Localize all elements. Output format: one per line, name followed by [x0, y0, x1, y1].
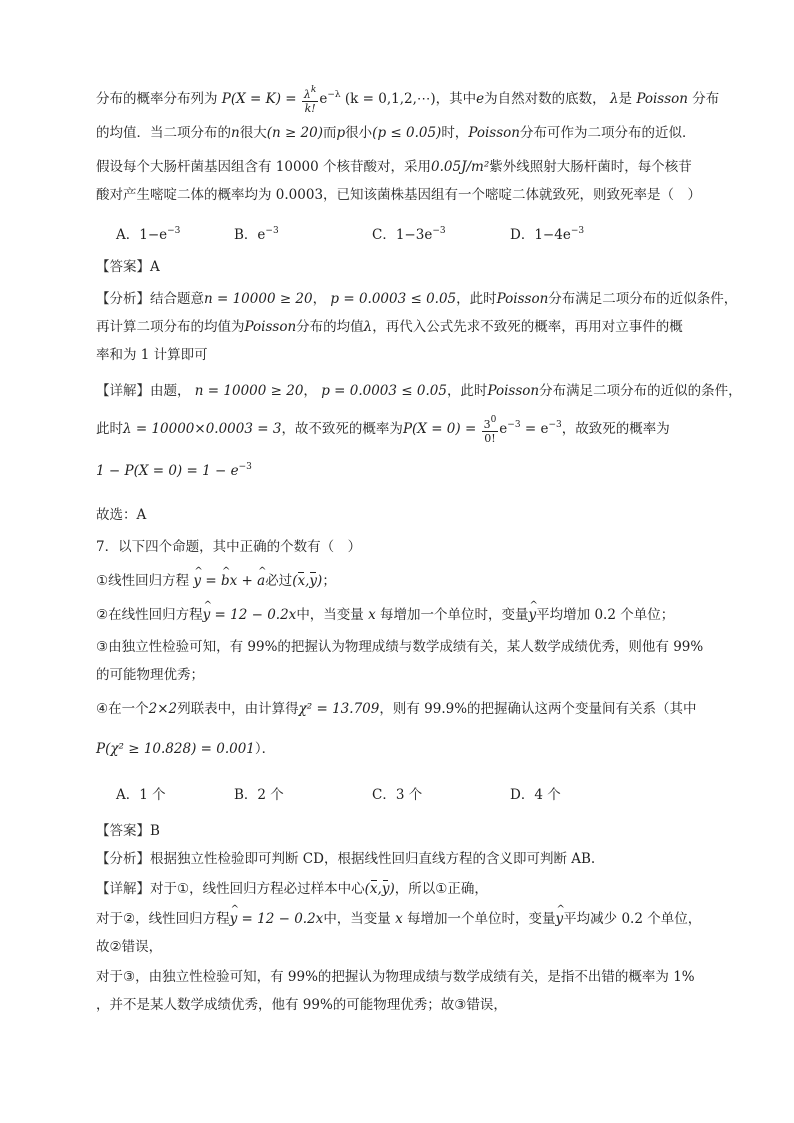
- formula: = e: [520, 421, 549, 437]
- formula: = 12 − 0.2x: [237, 911, 324, 927]
- q6-answer: [96, 256, 160, 278]
- option-c: C．3 个: [372, 787, 423, 803]
- text: 分布的均值: [296, 319, 364, 335]
- text: 中，当变量: [323, 911, 391, 927]
- answer-tag: 【答案】: [96, 823, 150, 839]
- poisson-word: Poisson: [244, 319, 297, 335]
- q6-selection: 故选：A: [96, 507, 147, 523]
- text: 正确，: [447, 881, 488, 897]
- condition: (p ≤ 0.05): [372, 125, 442, 141]
- answer-value: A: [150, 259, 160, 275]
- formula: n = 10000 ≥ 20: [204, 291, 313, 307]
- poisson-word: Poisson: [468, 125, 520, 141]
- formula: P(X = 0) =: [402, 421, 477, 437]
- text: 分布可作为二项分布的近似．: [519, 125, 696, 141]
- text: ）．: [254, 741, 276, 757]
- text: 对于: [96, 969, 123, 985]
- x-bar: x: [297, 570, 305, 592]
- var-p: p: [336, 125, 346, 141]
- y-bar: y: [382, 878, 390, 900]
- analysis-tag: 【分析】: [96, 851, 150, 867]
- text: 平均增加 0.2 个单位；: [536, 607, 675, 623]
- text: ，: [312, 291, 327, 307]
- q6-analysis-line-3: 率和为 1 计算即可: [96, 347, 208, 363]
- poisson-word: Poisson: [636, 91, 688, 107]
- q7-proposition-3-line-2: 的可能物理优秀；: [96, 667, 204, 683]
- formula: =: [201, 573, 221, 589]
- x-bar: x: [370, 878, 378, 900]
- circled-number: ②: [109, 939, 122, 955]
- formula: n = 10000 ≥ 20: [194, 383, 304, 399]
- frac-num: λ: [303, 88, 311, 101]
- text: 为自然对数的底数，: [484, 91, 606, 107]
- text: 时，: [441, 125, 469, 141]
- q7-title: 7．以下四个命题，其中正确的个数有（ ）: [96, 539, 362, 555]
- frac-num: 3: [483, 418, 491, 431]
- text: 线性回归方程: [108, 573, 190, 589]
- text: 分布的概率分布列为: [96, 91, 218, 107]
- y-hat: ^ y: [529, 604, 537, 626]
- q6-analysis-line-2: [96, 316, 683, 338]
- dose: 0.05J/m²: [431, 159, 490, 175]
- text: 是: [618, 91, 633, 107]
- text: 中，当变量: [296, 607, 364, 623]
- text: ，并不是某人数学成绩优秀，他有 99%的可能物理优秀；故: [96, 997, 455, 1013]
- q7-detail-line-2: [96, 908, 701, 930]
- frac-num-sup: 0: [490, 415, 497, 425]
- b-hat: ^ b: [221, 570, 230, 592]
- q7-proposition-1: [96, 570, 336, 592]
- text: 再计算二项分布的均值为: [96, 319, 245, 335]
- exponent: −3: [507, 420, 521, 430]
- text: 错误，: [121, 939, 163, 955]
- option-d-text: D．1−4e: [510, 227, 571, 243]
- option-b: [234, 220, 279, 246]
- q7-detail-line-3: [96, 936, 162, 958]
- poisson-definition-line: [96, 84, 719, 115]
- text: 错误，: [466, 997, 507, 1013]
- formula: x +: [229, 573, 258, 589]
- formula: λ = 10000×0.0003 = 3: [123, 421, 282, 437]
- exponent: −3: [265, 226, 279, 236]
- answer-tag: 【答案】: [96, 259, 150, 275]
- text: ；: [322, 573, 336, 589]
- option-d: [510, 220, 584, 246]
- option-b-text: B．e: [234, 227, 266, 243]
- comma: ,: [377, 881, 382, 897]
- text: 的均值．当二项分布的: [96, 125, 231, 141]
- exponent: −3: [432, 226, 446, 236]
- text: ，故致死的概率为: [561, 421, 670, 437]
- option-a: A．1 个: [116, 787, 166, 803]
- text: 由独立性检验可知，有 99%的把握认为物理成绩与数学成绩有关，某人数学成绩优秀，则他有 99%: [108, 639, 704, 655]
- q7-detail-line-4: [96, 966, 695, 988]
- fraction: [482, 414, 499, 445]
- y-hat: ^ y: [556, 908, 564, 930]
- poisson-word: Poisson: [496, 291, 549, 307]
- circled-number: ③: [454, 997, 467, 1013]
- text: 此时: [96, 421, 123, 437]
- text: 分布满足二项分布的近似的条件，: [539, 383, 742, 399]
- text: ，: [303, 383, 317, 399]
- option-b: B．2 个: [234, 787, 284, 803]
- q7-detail-line-5: [96, 994, 507, 1016]
- text: 必过: [265, 573, 293, 589]
- q7-answer: [96, 820, 160, 842]
- q7-proposition-4-line-2: [96, 738, 275, 760]
- circled-number: ②: [96, 607, 109, 623]
- a-hat: ^ a: [257, 570, 265, 592]
- formula: P(χ² ≥ 10.828) = 0.001: [96, 741, 255, 757]
- question-line-2: 酸对产生嘧啶二体的概率均为 0.0003，已知该菌株基因组有一个嘧啶二体就致死，则致死率是（ ）: [96, 187, 702, 203]
- paren: ): [317, 573, 323, 589]
- y-bar: y: [309, 570, 317, 592]
- circled-number: ②: [123, 911, 136, 927]
- option-a: [116, 220, 180, 246]
- text: ，由独立性检验可知，有 99%的把握认为物理成绩与数学成绩有关，是指不出错的概率为 1%: [135, 969, 695, 985]
- q6-detail-line-2: [96, 414, 670, 445]
- answer-value: B: [150, 823, 160, 839]
- text: 而: [323, 125, 337, 141]
- question-line-1: [96, 156, 692, 178]
- text: ，此时: [446, 383, 488, 399]
- text: ，再代入公式先求不致死的概率，再用对立事件的概: [372, 319, 683, 335]
- exponent: −3: [548, 420, 562, 430]
- y-hat: ^ y: [193, 570, 201, 592]
- text: ，故不致死的概率为: [281, 421, 403, 437]
- approx-condition-line: [96, 122, 695, 144]
- text: 故: [96, 939, 110, 955]
- exponent: −3: [238, 462, 252, 472]
- text: 紫外线照射大肠杆菌时，每个核苷: [489, 159, 692, 175]
- paren: (: [364, 881, 370, 897]
- circled-number: ③: [123, 969, 136, 985]
- q7-proposition-3-line-1: [96, 636, 703, 658]
- q6-detail-line-1: [96, 380, 742, 402]
- text: ，其中: [435, 91, 477, 107]
- paren: (: [292, 573, 298, 589]
- frac-den: k!: [304, 102, 316, 115]
- var-x: x: [368, 607, 376, 623]
- formula: 1 − P(X = 0) = 1 − e: [96, 463, 239, 479]
- text: 平均减少 0.2 个单位，: [563, 911, 702, 927]
- q7-detail-line-1: [96, 878, 488, 900]
- text: 很大: [239, 125, 267, 141]
- text: 列联表中，由计算得: [177, 701, 299, 717]
- text: 由题，: [150, 383, 191, 399]
- formula: 2×2: [148, 701, 178, 717]
- lambda-symbol: λ: [609, 91, 619, 107]
- analysis-tag: 【分析】: [96, 291, 150, 307]
- option-c: [372, 220, 446, 246]
- exponent: −3: [570, 226, 585, 236]
- lambda-symbol: λ: [363, 319, 373, 335]
- fraction: [302, 84, 318, 115]
- e-symbol: e: [499, 421, 508, 437]
- text: ，线性回归方程必过样本中心: [189, 881, 365, 897]
- circled-number: ①: [177, 881, 190, 897]
- exponent: −λ: [327, 90, 341, 100]
- q7-analysis: [96, 848, 595, 870]
- text: 结合题意: [150, 291, 204, 307]
- q7-proposition-2: [96, 604, 674, 626]
- circled-number: ③: [96, 639, 109, 655]
- text: 对于: [96, 911, 123, 927]
- text: 分布满足二项分布的近似条件，: [548, 291, 738, 307]
- option-c-text: C．1−3e: [372, 227, 433, 243]
- text: ，所以: [394, 881, 436, 897]
- text: 每增加一个单位时，变量: [380, 607, 529, 623]
- circled-number: ④: [96, 701, 109, 717]
- text: 假设每个大肠杆菌基因组含有 10000 个核苷酸对，采用: [96, 159, 432, 175]
- circled-number: ①: [435, 881, 448, 897]
- poisson-word: Poisson: [487, 383, 540, 399]
- text: ，线性回归方程: [135, 911, 230, 927]
- text: ，此时: [456, 291, 497, 307]
- text: ，则有 99.9%的把握确认这两个变量间有关系（其中: [379, 701, 697, 717]
- text: 根据独立性检验即可判断 CD，根据线性回归直线方程的含义即可判断 AB.: [150, 851, 596, 867]
- comma: ,: [305, 573, 310, 589]
- text: 每增加一个单位时，变量: [407, 911, 556, 927]
- paren: ): [389, 881, 395, 897]
- text: 对于: [150, 881, 177, 897]
- condition: (k = 0,1,2,⋯): [344, 91, 436, 107]
- frac-den: 0!: [484, 432, 496, 445]
- y-hat: ^ y: [203, 604, 211, 626]
- var-n: n: [231, 125, 240, 141]
- y-hat: ^ y: [230, 908, 238, 930]
- q6-detail-line-3: [96, 456, 252, 482]
- formula: χ² = 13.709: [298, 701, 380, 717]
- detail-tag: 【详解】: [96, 881, 150, 897]
- circled-number: ①: [96, 573, 109, 589]
- var-x: x: [395, 911, 403, 927]
- formula: P(X = K) =: [221, 91, 297, 107]
- q7-proposition-4-line-1: [96, 698, 697, 720]
- exponent: −3: [167, 226, 181, 236]
- frac-num-sup: k: [310, 85, 317, 95]
- option-d: D．4 个: [510, 787, 561, 803]
- condition: (n ≥ 20): [266, 125, 324, 141]
- text: 在线性回归方程: [108, 607, 203, 623]
- formula: p = 0.0003 ≤ 0.05: [330, 291, 457, 307]
- text: 在一个: [108, 701, 149, 717]
- text: 很小: [345, 125, 373, 141]
- detail-tag: 【详解】: [96, 383, 150, 399]
- e-symbol: e: [319, 91, 328, 107]
- formula: p = 0.0003 ≤ 0.05: [321, 383, 447, 399]
- text: 分布: [692, 91, 720, 107]
- e-symbol: e: [476, 91, 485, 107]
- q6-analysis-line-1: [96, 288, 737, 310]
- option-a-text: A．1−e: [116, 227, 168, 243]
- formula: = 12 − 0.2x: [210, 607, 297, 623]
